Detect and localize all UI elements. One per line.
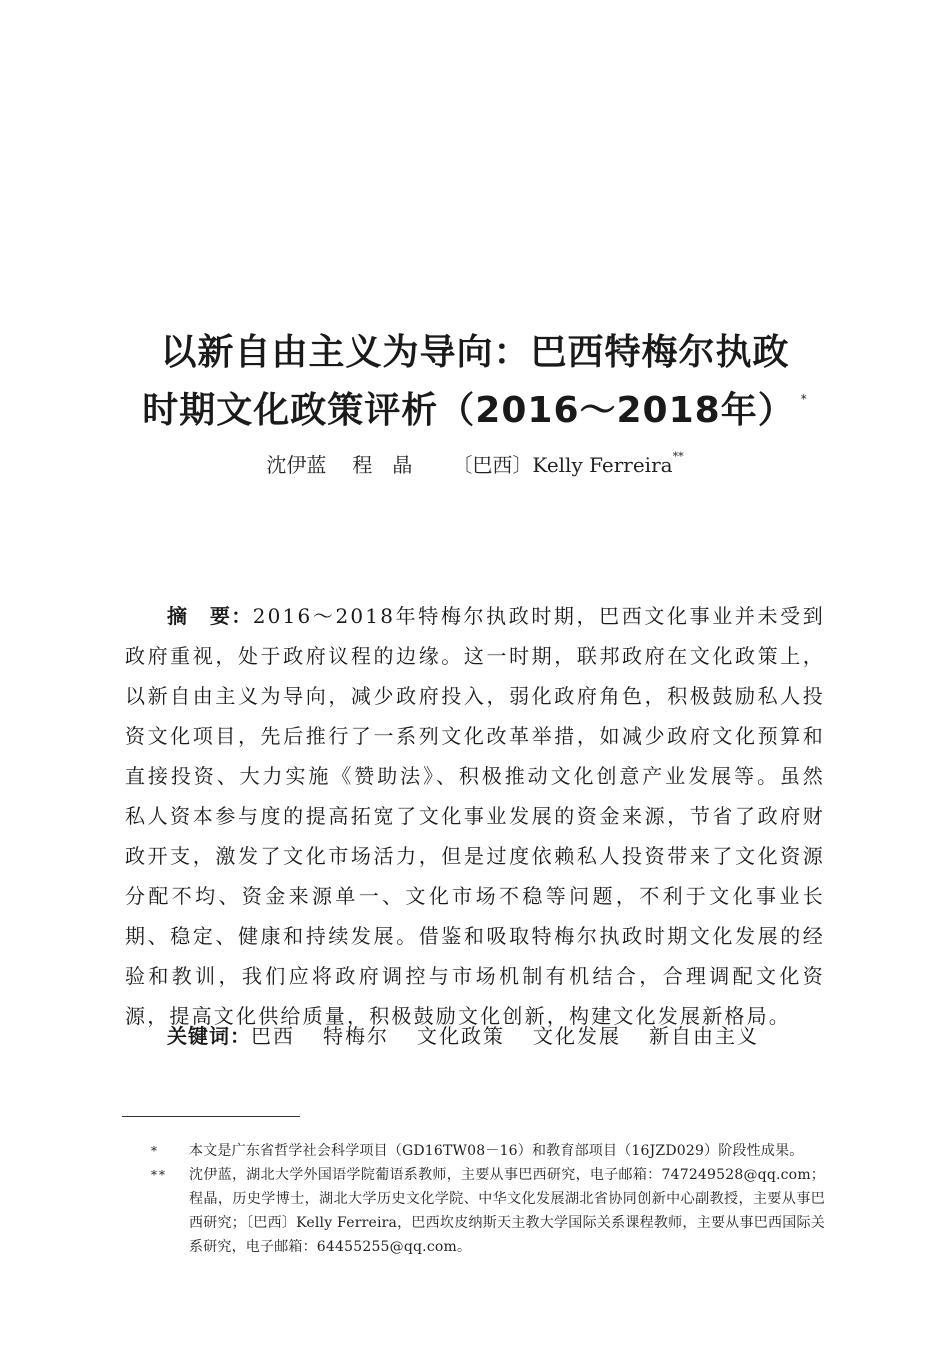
footnote-divider: [122, 1116, 300, 1117]
title-line-1-text: 以新自由主义为导向：巴西特梅尔执政: [160, 332, 790, 373]
paper-title-line-1: [0, 324, 950, 375]
footnote-marker: *: [151, 1144, 159, 1158]
footnote-text: 本文是广东省哲学社会科学项目（GD16TW08－16）和教育部项目（16JZD029）阶段性成果。: [189, 1143, 804, 1159]
abstract-label: 摘 要：: [167, 604, 253, 628]
title-footnote-marker: *: [800, 392, 808, 406]
keyword: 特梅尔: [323, 1024, 389, 1048]
author-name: 沈伊蓝: [266, 453, 327, 477]
footnote-authors: [125, 1163, 825, 1259]
footnote-marker: **: [151, 1168, 167, 1182]
keyword: 巴西: [251, 1024, 295, 1048]
paper-title-line-2: [0, 382, 950, 433]
abstract: [125, 596, 825, 1036]
keyword: 新自由主义: [649, 1024, 759, 1048]
author-footnote-marker: **: [672, 450, 684, 464]
footnote-funding: [125, 1139, 825, 1163]
title-line-2-text: 时期文化政策评析（2016～2018年）: [142, 390, 795, 431]
author-name: 程 晶: [352, 453, 413, 477]
abstract-text: 2016～2018年特梅尔执政时期，巴西文化事业并未受到政府重视，处于政府议程的边缘。这一时期，联邦政府在文化政策上，以新自由主义为导向，减少政府投入，弱化政府角色，积极鼓励私人投资文化项目，先后推行了一系列文化改革举措，如减少政府文化预算和直接投资、大力实施《赞助法》、积极推动文化创意产业发展等。虽然私人资本参与度的提高拓宽了文化事业发展的资金来源，节省了政府财政开支，激发了文化市场活力，但是过度依赖私人投资带来了文化资源分配不均、资金来源单一、文化市场不稳等问题，不利于文化事业长期、稳定、健康和持续发展。借鉴和吸取特梅尔执政时期文化发展的经验和教训，我们应将政府调控与市场机制有机结合，合理调配文化资源，提高文化供给质量，积极鼓励文化创新，构建文化发展新格局。: [125, 604, 825, 1028]
keywords: [167, 1016, 787, 1056]
keywords-label: 关键词：: [167, 1024, 251, 1048]
author-list: [0, 449, 950, 478]
keyword: 文化发展: [533, 1024, 621, 1048]
keyword: 文化政策: [417, 1024, 505, 1048]
footnote-text: 沈伊蓝，湖北大学外国语学院葡语系教师，主要从事巴西研究，电子邮箱：747249528@qq.com；程晶，历史学博士，湖北大学历史文化学院、中华文化发展湖北省协同创新中心副教授，主要从事巴西研究；〔巴西〕Kelly Ferreira，巴西坎皮纳斯天主教大学国际关系课程教师，主要从事巴西国际关系研究，电子邮箱：64455255@qq.com。: [189, 1167, 825, 1255]
author-name: 〔巴西〕Kelly Ferreira: [452, 453, 673, 477]
